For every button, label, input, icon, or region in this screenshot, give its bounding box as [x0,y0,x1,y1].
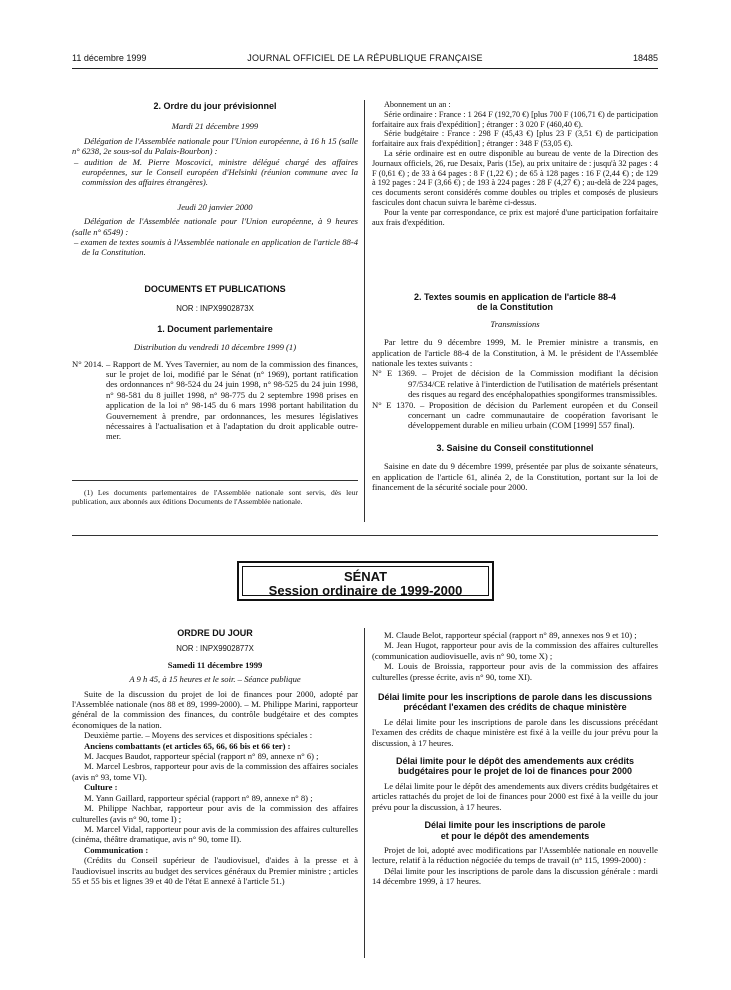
right-top-column [372,100,658,227]
senat-session: Session ordinaire de 1999-2000 [268,583,463,598]
delegation-item-1: – audition de M. Pierre Moscovici, ministre délégué chargé des affaires européennes, sur le Conseil européen d'Helsinki (réunion commune avec la commission des affaires étrangères). [74,156,358,188]
footnote-rule [72,480,358,481]
date-jeudi: Jeudi 20 janvier 2000 [177,201,253,212]
samedi-date: Samedi 11 décembre 1999 [167,659,263,670]
delai-parole-title-a: Délai limite pour les inscriptions de parole [424,820,606,831]
delai-parole-title-b: et pour le dépôt des amendements [440,830,590,841]
delegation-item-2: – examen de textes soumis à l'Assemblée nationale en application de l'article 88-4 de la Constitution. [74,237,358,258]
rapporteur-vidal: M. Marcel Vidal, rapporteur pour avis de la commission des affaires culturelles (cinéma, théâtre dramatique, avis n° 90, tome II). [72,823,358,845]
seance-horaire: A 9 h 45, à 15 heures et le soir. – Séance publique [129,674,301,685]
rapporteur-broissia: M. Louis de Broissia, rapporteur pour avis de la commission des affaires culturelles (presse écrite, avis n° 90, tome XI). [372,661,658,682]
header-date: 11 décembre 1999 [72,53,147,63]
distribution-date: Distribution du vendredi 10 décembre 1999 (1) [133,342,297,353]
running-header [72,53,658,67]
header-rule [72,68,658,69]
documents-publications-title: DOCUMENTS ET PUBLICATIONS [144,283,286,294]
left-bottom-column [72,628,358,886]
delai-discussion-generale: Délai limite pour les inscriptions de parole dans la discussion générale : mardi 14 décembre 1999, à 17 heures. [372,865,658,887]
delai-amendements-title: Délai limite pour le dépôt des amendements aux crédits budgétaires pour le projet de loi de finances pour 2000 [395,756,635,777]
communication-heading: Communication : [84,844,149,855]
document-e1369: N° E 1369. – Projet de décision de la Commission modifiant la décision 97/534/CE relative à l'interdiction de l'utilisation de matériels présentant des risques au regard des encéphalopathies spongiformes transmissibles. [372,368,658,400]
vente-correspondance: Pour la vente par correspondance, ce prix est majoré d'une participation forfaitaire aux frais d'expédition. [372,207,658,227]
rapporteur-baudot: M. Jacques Baudot, rapporteur spécial (rapport n° 89, annexe n° 6) ; [84,751,319,762]
delegation-paragraph-1: Délégation de l'Assemblée nationale pour l'Union européenne, à 16 h 15 (salle n° 6238, 2e sous-sol du Palais-Bourbon) : [72,135,358,157]
date-mardi: Mardi 21 décembre 1999 [171,121,259,132]
document-2014: N° 2014. – Rapport de M. Yves Tavernier, au nom de la commission des finances, sur le projet de loi, modifié par le Sénat (n° 1969), portant ratification des ordonnances n° 98-524 du 24 juin 1998, n° 98-525 du 24 juin 1998, n° 98-581 du 8 juillet 1998, n° 98-775 du 2 septembre 1998 prises en application de la loi n° 98-145 du 6 mars 1998 portant habilitation du Gouvernement à prendre, par ordonnances, les mesures législatives nécessaires à l'actualisation et à l'adaptation du droit applicable outre-mer. [72,358,358,442]
ordre-du-jour-title: ORDRE DU JOUR [177,628,253,638]
rapporteur-belot: M. Claude Belot, rapporteur spécial (rapport n° 89, annexes nos 9 et 10) ; [384,630,637,640]
rapporteur-hugot: M. Jean Hugot, rapporteur pour avis de la commission des affaires culturelles (communication audiovisuelle, avis n° 90, tome X) ; [372,640,658,661]
credits-note: (Crédits du Conseil supérieur de l'audiovisuel, d'aides à la presse et à l'audiovisuel inscrits au budget des services généraux du Premier ministre ; articles 55 et 55 bis et lignes 39 et 40 de l'état E annexé à l'article 51.) [72,855,358,886]
serie-budgetaire: Série budgétaire : France : 298 F (45,43 €) [plus 23 F (3,51 €) de participation forfaitaire aux frais d'expédition] ; étranger : 348 F (53,05 €). [372,129,658,149]
anciens-combattants-heading: Anciens combattants (et articles 65, 66, 66 bis et 66 ter) : [84,740,291,751]
textes-soumis-title-a: 2. Textes soumis en application de l'article 88-4 [413,292,617,302]
delai-inscriptions-text: Le délai limite pour les inscriptions de parole dans les discussions précédant l'examen des crédits de chaque ministère est fixé à la veille du jour prévu pour la discussion, à 17 heures. [372,716,658,748]
vente-bureau: La série ordinaire est en outre disponible au bureau de vente de la Direction des Journaux officiels, 26, rue Desaix, Paris (15e), au prix unitaire de : jusqu'à 32 pages : 4 F (0,61 €) ; de 33 à 64 pages : 8 F (1,22 €) ; de 65 à 128 pages : 16 F (2,44 €) ; de 129 à 192 pages : 24 F (3,66 €) ; de 193 à 224 pages : 28 F (4,27 €) ; au-delà de 224 pages, ces documents seront considérés comme doubles ou triples et composés de plusieurs fascicules dont chacun suivra le barème ci-dessus. [372,148,658,207]
right-top-column-2 [372,292,658,493]
rapporteur-lesbros: M. Marcel Lesbros, rapporteur pour avis de la commission des affaires sociales (avis n° 93, tome VI). [72,761,358,782]
nor-reference-1: NOR : INPX9902873X [176,304,254,314]
header-journal: JOURNAL OFFICIEL DE LA RÉPUBLIQUE FRANÇAISE [247,53,483,63]
deuxieme-partie: Deuxième partie. – Moyens des services et dispositions spéciales : [84,730,313,741]
document-parlementaire-title: 1. Document parlementaire [157,323,273,334]
saisine-title: 3. Saisine du Conseil constitutionnel [436,442,594,453]
delai-inscriptions-title: Délai limite pour les inscriptions de parole dans les discussions précédant l'examen des crédits de chaque ministère [377,692,653,713]
header-page-number: 18485 [632,53,658,63]
rapporteur-gaillard: M. Yann Gaillard, rapporteur spécial (rapport n° 89, annexe n° 8) ; [84,792,313,803]
transmissions-heading: Transmissions [490,318,540,329]
section-divider [72,535,658,536]
left-top-column [72,101,358,442]
rapporteur-nachbar: M. Philippe Nachbar, rapporteur pour avis de la commission des affaires culturelles (avis n° 90, tome I) ; [72,803,358,824]
projet-de-loi: Projet de loi, adopté avec modifications par l'Assemblée nationale en nouvelle lecture, relatif à la réduction négociée du temps de travail (n° 115, 1999-2000) : [372,844,658,866]
suite-discussion: Suite de la discussion du projet de loi de finances pour 2000, adopté par l'Assemblée nationale (nos 88 et 89, 1999-2000). – M. Philippe Marini, rapporteur général de la commission des finances, du contrôle budgétaire et des comptes économiques de la nation. [72,688,358,730]
serie-ordinaire: Série ordinaire : France : 1 264 F (192,70 €) [plus 700 F (106,71 €) de participation forfaitaire aux frais d'expédition] ; étranger : 3 020 F (460,40 €). [372,109,658,129]
textes-soumis-title-b: de la Constitution [477,302,553,313]
culture-heading: Culture : [84,782,118,793]
footnote [72,488,358,506]
footnote-text: (1) Les documents parlementaires de l'Assemblée nationale sont servis, dès leur publication, aux abonnés aux éditions Documents de l'Assemblée nationale. [72,488,358,506]
section-title-ordre-du-jour: 2. Ordre du jour prévisionnel [153,101,277,111]
delai-amendements-text: Le délai limite pour le dépôt des amendements aux divers crédits budgétaires et articles rattachés du projet de loi de finances pour 2000 est fixé à la veille du jour prévu pour la discussion, à 17 heures. [372,780,658,812]
right-bottom-column [372,630,658,887]
delegation-paragraph-2: Délégation de l'Assemblée nationale pour l'Union européenne, à 9 heures (salle n° 6549) : [72,216,358,237]
lettre-paragraph: Par lettre du 9 décembre 1999, M. le Premier ministre a transmis, en application de l'article 88-4 de la Constitution, à M. le président de l'Assemblée nationale les textes suivants : [372,337,658,369]
senat-banner [237,561,494,601]
column-separator-bottom [364,628,365,958]
saisine-paragraph: Saisine en date du 9 décembre 1999, présentée par plus de soixante sénateurs, en application de l'article 61, alinéa 2, de la Constitution, portant sur la loi de financement de la sécurité sociale pour 2000. [372,461,658,493]
nor-reference-2: NOR : INPX9902877X [176,644,254,654]
column-separator-top [364,100,365,522]
document-e1370: N° E 1370. – Proposition de décision du Parlement européen et du Conseil concernant un cadre communautaire de coopération favorisant le développement durable en milieu urbain (COM [1999] 557 final). [372,399,658,431]
senat-title: SÉNAT [343,569,388,584]
abonnement-label: Abonnement un an : [384,100,451,109]
